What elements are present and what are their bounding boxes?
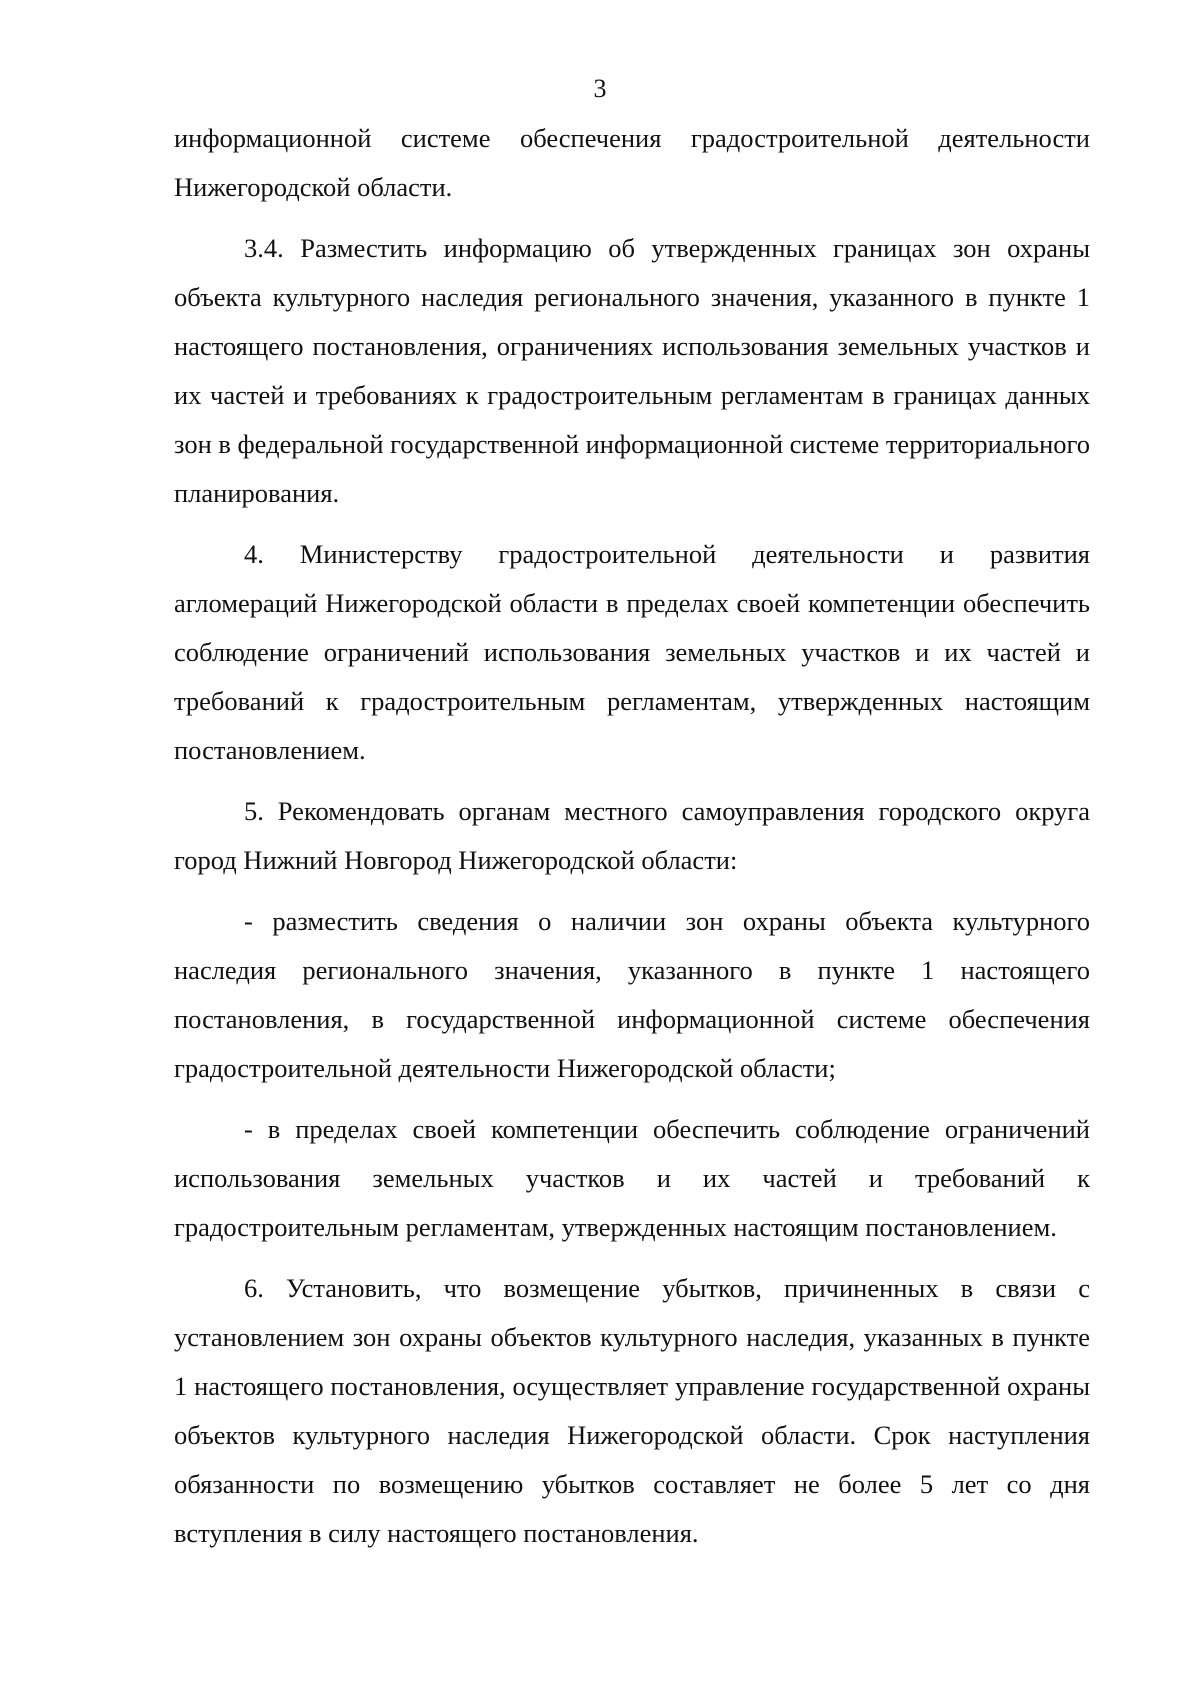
paragraph-4: 4. Министерству градостроительной деятельности и развития агломераций Нижегородской области в пределах своей компетенции обеспечить соблюдение ограничений использования земельных участков и их частей и требований к градостроительным регламентам, утвержденных настоящим постановлением. [174,539,1090,765]
paragraph-continuation: информационной системе обеспечения градостроительной деятельности Нижегородской области. [174,123,1090,202]
page-number: 3 [593,74,607,103]
paragraph-3-4: 3.4. Разместить информацию об утвержденных границах зон охраны объекта культурного наследия регионального значения, указанного в пункте 1 настоящего постановления, ограничениях использования земельных участков и их частей и требованиях к градостроительным регламентам в границах данных зон в федеральной государственной информационной системе территориального планирования. [174,233,1090,508]
document-body [174,114,1090,1570]
paragraph-6: 6. Установить, что возмещение убытков, причиненных в связи с установлением зон охраны объектов культурного наследия, указанных в пункте 1 настоящего постановления, осуществляет управление государственной охраны объектов культурного наследия Нижегородской области. Срок наступления обязанности по возмещению убытков составляет не более 5 лет со дня вступления в силу настоящего постановления. [174,1273,1090,1548]
paragraph-5-item-2: - в пределах своей компетенции обеспечить соблюдение ограничений использования земельных участков и их частей и требований к градостроительным регламентам, утвержденных настоящим постановлением. [174,1114,1090,1242]
paragraph-5: 5. Рекомендовать органам местного самоуправления городского округа город Нижний Новгород Нижегородской области: [174,796,1090,875]
paragraph-5-item-1: - разместить сведения о наличии зон охраны объекта культурного наследия регионального значения, указанного в пункте 1 настоящего постановления, в государственной информационной системе обеспечения градостроительной деятельности Нижегородской области; [174,906,1090,1083]
